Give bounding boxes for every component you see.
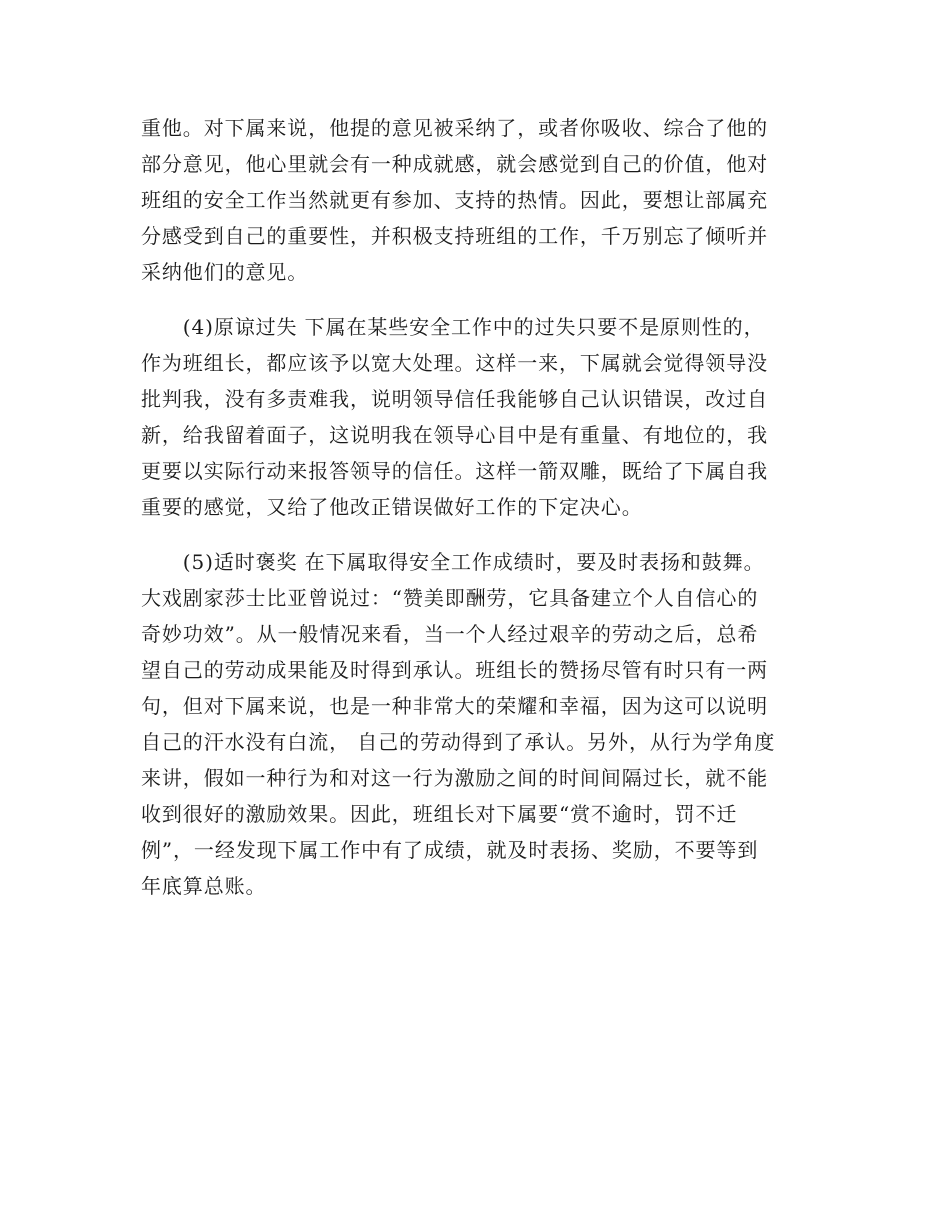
text-line: 年底算总账。 (141, 874, 267, 898)
text-line: 部分意见，他心里就会有一种成就感，就会感觉到自己的价值，他对 (141, 152, 768, 176)
text-line: 奇妙功效”。从一般情况来看，当一个人经过艰辛的劳动之后，总希 (141, 622, 759, 646)
text-line: 大戏剧家莎士比亚曾说过：“赞美即酬劳，它具备建立个人自信心的 (141, 586, 759, 610)
text-line: 分感受到自己的重要性，并积极支持班组的工作，千万别忘了倾听并 (141, 224, 768, 248)
text-line: 班组的安全工作当然就更有参加、支持的热情。因此，要想让部属充 (141, 188, 768, 212)
text-line: 望自己的劳动成果能及时得到承认。班组长的赞扬尽管有时只有一两 (141, 658, 768, 682)
text-line: 批判我，没有多责难我，说明领导信任我能够自己认识错误，改过自 (141, 387, 768, 411)
text-line: 新，给我留着面子，这说明我在领导心目中是有重量、有地位的，我 (141, 423, 768, 447)
text-line: (5)适时褒奖 在下属取得安全工作成绩时，要及时表扬和鼓舞。 (141, 550, 765, 574)
text-line: 采纳他们的意见。 (141, 260, 309, 284)
paragraph-forgive-mistakes (141, 309, 809, 525)
text-line: 收到很好的激励效果。因此，班组长对下属要“赏不逾时，罚不迁 (141, 802, 738, 826)
text-line: 例”，一经发现下属工作中有了成绩，就及时表扬、奖励，不要等到 (141, 838, 759, 862)
paragraph-continuation (141, 110, 809, 290)
text-line: 重要的感觉，又给了他改正错误做好工作的下定决心。 (141, 495, 643, 519)
text-line: 句，但对下属来说，也是一种非常大的荣耀和幸福，因为这可以说明 (141, 694, 768, 718)
text-line: 自己的汗水没有白流， 自己的劳动得到了承认。另外，从行为学角度 (141, 730, 776, 754)
text-line: 更要以实际行动来报答领导的信任。这样一箭双雕，既给了下属自我 (141, 459, 768, 483)
text-line: 作为班组长，都应该予以宽大处理。这样一来，下属就会觉得领导没 (141, 351, 768, 375)
paragraph-timely-praise (141, 544, 809, 904)
text-line: 来讲，假如一种行为和对这一行为激励之间的时间间隔过长，就不能 (141, 766, 768, 790)
text-line: (4)原谅过失 下属在某些安全工作中的过失只要不是原则性的， (141, 315, 765, 339)
text-line: 重他。对下属来说，他提的意见被采纳了，或者你吸收、综合了他的 (141, 116, 768, 140)
